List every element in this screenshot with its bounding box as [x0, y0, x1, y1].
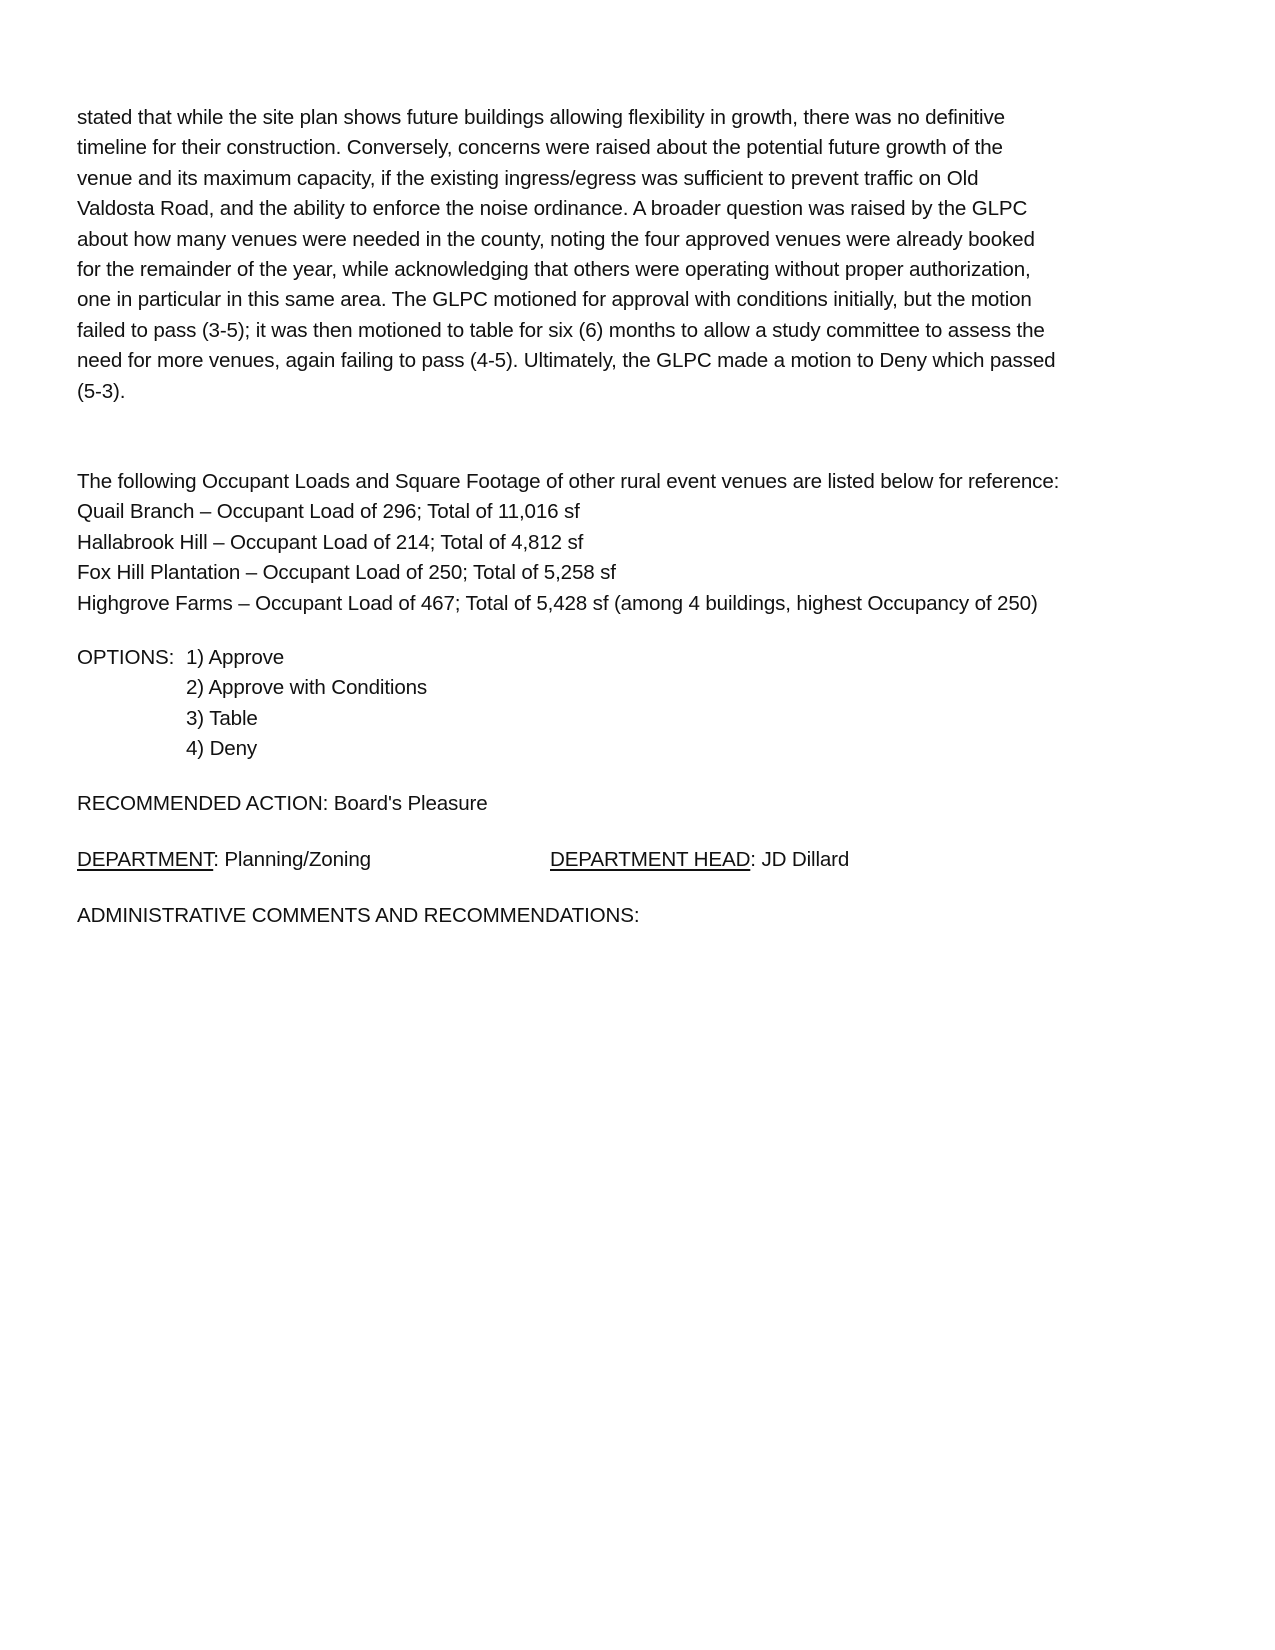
department-label: DEPARTMENT: [77, 848, 214, 872]
department-value: : Planning/Zoning: [213, 848, 371, 872]
option-approve-with-conditions: 2) Approve with Conditions: [186, 676, 428, 700]
options-section: [77, 643, 1197, 765]
option-approve: 1) Approve: [186, 646, 285, 670]
paragraph-line: (5-3).: [77, 379, 126, 403]
options-list: [186, 643, 427, 765]
department-head-field: [550, 845, 849, 875]
paragraph-line: Valdosta Road, and the ability to enforce the noise ordinance. A broader question was raised by the GLPC: [77, 197, 1028, 221]
paragraph-line: stated that while the site plan shows future buildings allowing flexibility in growth, there was no definitive: [77, 106, 1005, 129]
options-label: OPTIONS:: [77, 646, 175, 670]
paragraph-line: for the remainder of the year, while acknowledging that others were operating without proper authorization,: [77, 258, 1031, 282]
paragraph-line: need for more venues, again failing to pass (4-5). Ultimately, the GLPC made a motion to Deny which passed: [77, 349, 1056, 373]
venue-item-quail-branch: Quail Branch – Occupant Load of 296; Total of 11,016 sf: [77, 500, 580, 524]
reference-intro: The following Occupant Loads and Square Footage of other rural event venues are listed below for reference:: [77, 470, 1060, 494]
department-field: [77, 845, 550, 875]
administrative-comments-label: ADMINISTRATIVE COMMENTS AND RECOMMENDATIONS:: [77, 904, 640, 928]
department-head-value: : JD Dillard: [750, 848, 850, 872]
venue-item-highgrove-farms: Highgrove Farms – Occupant Load of 467; Total of 5,428 sf (among 4 buildings, highest Occupancy of 250): [77, 591, 1038, 615]
recommended-action: [77, 789, 1197, 819]
paragraph-line: about how many venues were needed in the county, noting the four approved venues were already booked: [77, 227, 1035, 251]
recommended-action-label: RECOMMENDED ACTION:: [77, 791, 329, 815]
paragraph-line: failed to pass (3-5); it was then motioned to table for six (6) months to allow a study committee to assess the: [77, 318, 1045, 342]
option-deny: 4) Deny: [186, 737, 258, 761]
document-page: [77, 103, 1197, 932]
venue-reference-section: [77, 467, 1197, 619]
department-head-label: DEPARTMENT HEAD: [550, 848, 751, 872]
paragraph-line: one in particular in this same area. The GLPC motioned for approval with conditions initially, but the motion: [77, 288, 1032, 312]
venue-item-hallabrook-hill: Hallabrook Hill – Occupant Load of 214; Total of 4,812 sf: [77, 530, 584, 554]
administrative-comments: [77, 901, 1197, 931]
recommended-action-value: Board's Pleasure: [333, 791, 488, 815]
department-row: [77, 845, 1197, 875]
venue-item-fox-hill-plantation: Fox Hill Plantation – Occupant Load of 250; Total of 5,258 sf: [77, 561, 616, 585]
paragraph-line: timeline for their construction. Conversely, concerns were raised about the potential future growth of the: [77, 136, 1003, 160]
paragraph-line: venue and its maximum capacity, if the existing ingress/egress was sufficient to prevent traffic on Old: [77, 166, 979, 190]
discussion-paragraph: [77, 103, 1197, 407]
option-table: 3) Table: [186, 706, 258, 730]
